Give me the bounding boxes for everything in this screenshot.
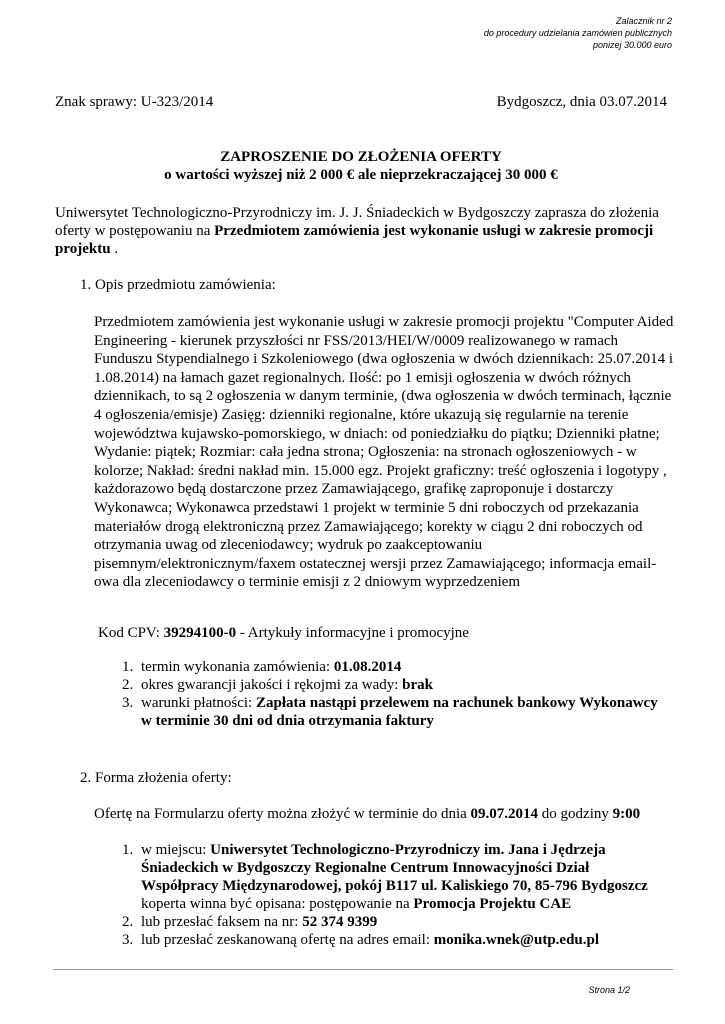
section-1-heading: 1. Opis przedmiotu zamówienia: [80,277,276,293]
list-item [122,676,667,694]
list-value: Zapłata nastąpi przelewem na rachunek bankowy Wykonawcy w terminie 30 dni od dnia otrzymania faktury [141,695,658,729]
intro-paragraph [55,204,667,258]
list-number: 2. [122,914,134,930]
list-item [122,931,667,949]
fax-number: 52 374 9399 [302,914,378,930]
intro-tail: . [110,241,119,257]
list-value: Uniwersytet Technologiczno-Przyrodniczy im. Jana i Jędrzeja Śniadeckich w Bydgoszczy Regionalne Centrum Innowacyjności Dział Współpracy Międzynarodowej, pokój B117 ul. Kaliskiego 70, 85-796 Bydgoszcz [141,842,648,894]
place-date: Bydgoszcz, dnia 03.07.2014 [496,94,667,110]
list-number: 2. [122,677,134,693]
cpv-label: Kod CPV: [98,625,164,641]
cpv-description: - Artykuły informacyjne i promocyjne [236,625,469,641]
list-text: lub przesłać zeskanowaną ofertę na adres email: [141,932,434,948]
list-text: termin wykonania zamówienia: [141,659,334,675]
document-title [55,148,667,184]
list-number: 3. [122,695,134,711]
email-address: monika.wnek@utp.edu.pl [433,932,600,948]
list-text: lub przesłać faksem na nr: [141,914,303,930]
submission-list [122,841,667,949]
offer-mid: do godziny [538,806,613,822]
envelope-label: Promocja Projektu CAE [413,896,572,912]
terms-list [122,658,667,730]
offer-time: 9:00 [612,806,641,822]
envelope-text: koperta winna być opisana: postępowanie na [141,896,414,912]
case-number: Znak sprawy: U-323/2014 [55,94,214,110]
list-item [122,913,667,931]
list-number: 1. [122,842,134,858]
footer-divider [53,969,673,970]
list-number: 1. [122,659,134,675]
title-line-2: o wartości wyższej niż 2 000 € ale nieprzekraczającej 30 000 € [164,167,558,183]
order-description: Przedmiotem zamówienia jest wykonanie usługi w zakresie promocji projektu "Computer Aided Engineering - kierunek przyszłości nr FSS/2013/HEI/W/0009 realizowanego w ramach Funduszu Stypendialnego i Szkoleniowego (dwa ogłoszenia w dwóch dziennikach: 25.07.2014 i 1.08.2014) na łamach gazet regionalnych. Ilość: po 1 emisji ogłoszenia w dwóch różnych dziennikach, to są 2 ogłoszenia w danym terminie, (dwa ogłoszenia w dwóch terminach, łącznie 4 ogłoszenia/emisje) Zasięg: dzienniki regionalne, które ukazują się regularnie na terenie województwa kujawsko-pomorskiego, w dniach: od poniedziałku do piątku; Dzienniki płatne; Wydanie: piątek; Rozmiar: cała jedna strona; Ogłoszenia: na stronach ogłoszeniowych - w kolorze; Nakład: średni nakład min. 15.000 egz. Projekt graficzny: treść ogłoszenia i logotypy , każdorazowo będą dostarczone przez Zamawiającego, grafikę zaproponuje i dostarczy Wykonawca; Wykonawca przedstawi 1 projekt w terminie 5 dni roboczych od przekazania materiałów drogą elektroniczną przez Zamawiającego; korekty w ciągu 2 dni roboczych od otrzymania uwag od zleceniodawcy; wydruk po zaakceptowaniu pisemnym/elektronicznym/faxem ostatecznej wersji przez Zamawiającego; informacja email-owa dla zleceniodawcy o terminie emisji z 2 dniowym wyprzedzeniem [94,314,674,591]
cpv-line [98,624,469,642]
attachment-threshold: ponizej 30.000 euro [592,40,672,50]
list-item [122,841,667,913]
attachment-number: Zalacznik nr 2 [615,16,672,26]
cpv-code: 39294100-0 [163,625,237,641]
offer-deadline [94,805,640,823]
offer-text: Ofertę na Formularzu oferty można złożyć w terminie do dnia [94,806,471,822]
list-item [122,694,667,730]
list-value: brak [402,677,434,693]
title-line-1: ZAPROSZENIE DO ZŁOŻENIA OFERTY [220,149,502,165]
list-text: warunki płatności: [141,695,256,711]
attachment-header [372,15,672,51]
list-text: okres gwarancji jakości i rękojmi za wady: [141,677,403,693]
page-number: Strona 1/2 [588,985,630,995]
attachment-procedure: do procedury udzielania zamówien publicznych [483,28,672,38]
section-2-heading: 2. Forma złożenia oferty: [80,770,232,786]
list-number: 3. [122,932,134,948]
list-value: 01.08.2014 [333,659,402,675]
envelope-note [141,895,667,913]
list-text: w miejscu: [141,842,211,858]
list-item [122,658,667,676]
intro-subject: Przedmiotem zamówienia jest wykonanie usługi w zakresie promocji projektu [55,223,654,257]
intro-text: Uniwersytet Technologiczno-Przyrodniczy im. J. J. Śniadeckich w Bydgoszczy zaprasza do złożenia oferty w postępowaniu na [55,205,659,239]
offer-date: 09.07.2014 [470,806,539,822]
